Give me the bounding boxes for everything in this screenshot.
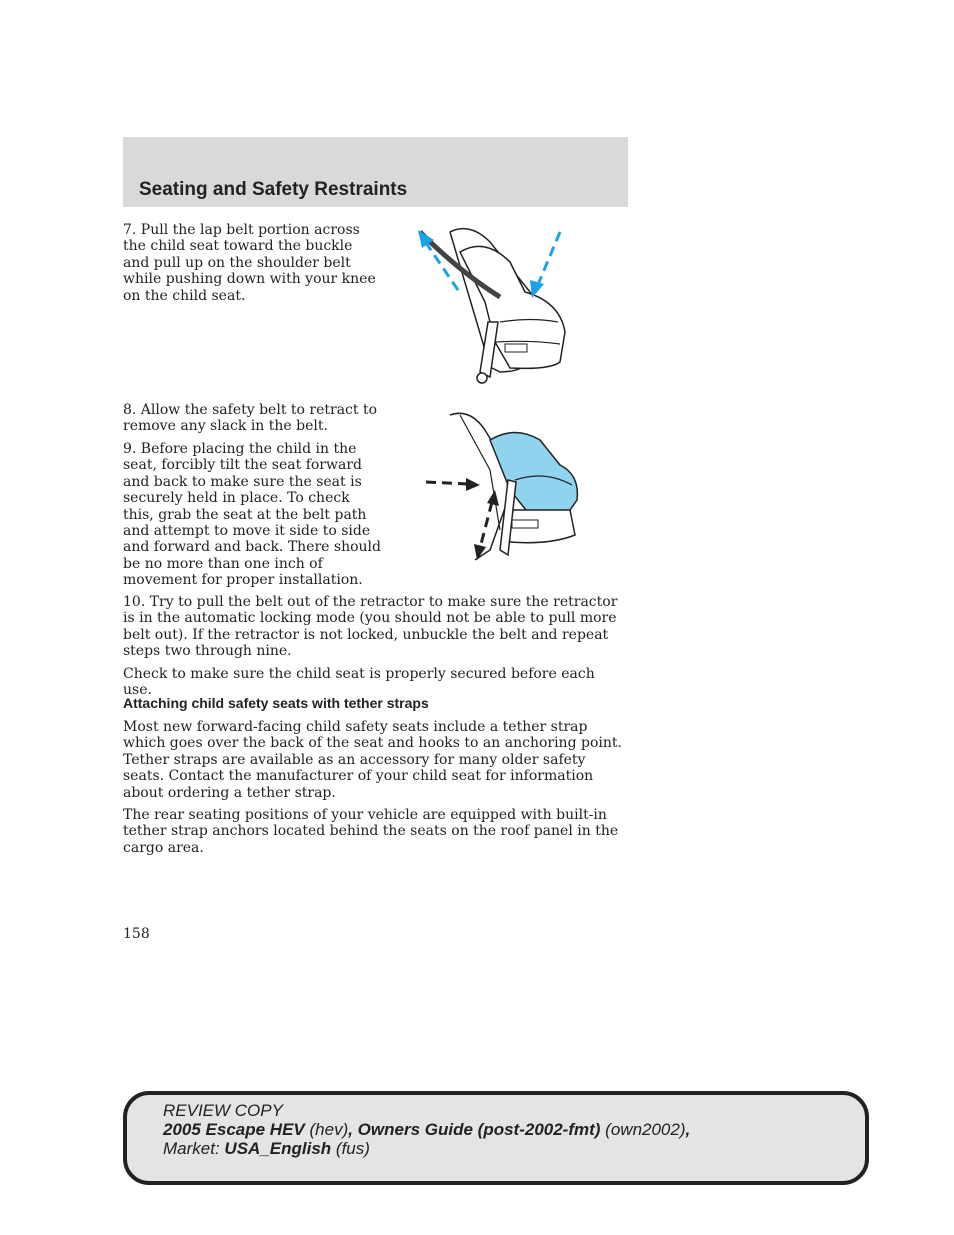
child-seat-belt-tighten-illustration <box>410 222 580 390</box>
child-seat-movement-check-illustration <box>420 410 585 565</box>
step-8-text: 8. Allow the safety belt to retract to remove any slack in the belt. <box>123 402 378 435</box>
footer-market-code: (fus) <box>335 1139 370 1158</box>
footer-market: USA_English <box>224 1139 332 1158</box>
step-7-text: 7. Pull the lap belt portion across the child seat toward the buckle and pull up on the shoulder belt while pushing down with your knee on the child seat. <box>123 222 376 304</box>
footer-market-label: Market: <box>163 1139 220 1158</box>
footer-model: 2005 Escape HEV <box>163 1120 305 1139</box>
step-9-text: 9. Before placing the child in the seat, forcibly tilt the seat forward and back to make sure the seat is securely held in place. To check this, grab the seat at the belt path and attempt to move it side to side and forward and back. There should be no more than one inch of movement for proper installation. <box>123 441 381 589</box>
footer-model-code: (hev) <box>309 1120 349 1139</box>
section-title: Seating and Safety Restraints <box>139 179 408 200</box>
tether-paragraph-2: The rear seating positions of your vehicle are equipped with built-in tether strap anchors located behind the seats on the roof panel in the cargo area. <box>123 807 619 856</box>
footer-guide: , Owners Guide (post-2002-fmt) <box>348 1120 601 1139</box>
footer-comma: , <box>685 1120 691 1139</box>
step-10-text: 10. Try to pull the belt out of the retractor to make sure the retractor is in the automatic locking mode (you should not be able to pull more belt out). If the retractor is not locked, unbuckle the belt and repeat steps two through nine. <box>123 594 618 660</box>
review-copy-label: REVIEW COPY <box>163 1101 283 1120</box>
check-text: Check to make sure the child seat is properly secured before each use. <box>123 666 595 699</box>
tether-section-heading: Attaching child safety seats with tether straps <box>123 695 429 711</box>
review-copy-footer <box>123 1091 869 1185</box>
tether-paragraph-1: Most new forward-facing child safety seats include a tether strap which goes over the back of the seat and hooks to an anchoring point. Tether straps are available as an accessory for many older safety seats. Contact the manufacturer of your child seat for information about ordering a tether strap. <box>123 719 622 801</box>
footer-guide-code: (own2002) <box>605 1120 686 1139</box>
page-number: 158 <box>123 926 150 942</box>
section-header-band <box>123 137 628 207</box>
